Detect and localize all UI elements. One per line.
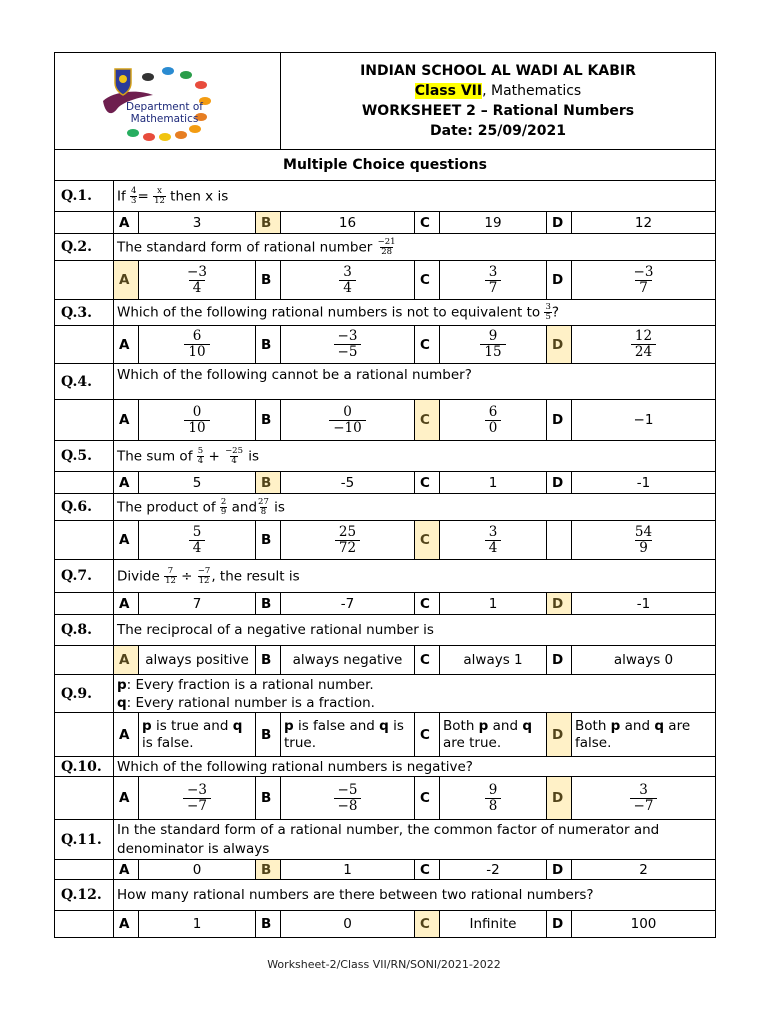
option-value: -5 bbox=[281, 472, 415, 494]
option-label: C bbox=[415, 777, 440, 820]
option-label: A bbox=[114, 777, 139, 820]
option-value: -1 bbox=[572, 593, 716, 615]
question-number: Q.9. bbox=[55, 675, 114, 713]
option-value: 2 bbox=[572, 860, 716, 880]
question-text: Which of the following rational numbers is negative? bbox=[114, 757, 716, 777]
logo-text: Department of Mathematics bbox=[126, 101, 203, 125]
option-value: 1 bbox=[281, 860, 415, 880]
question-number: Q.10. bbox=[55, 757, 114, 777]
option-label: B bbox=[256, 521, 281, 560]
option-value: p is true and q is false. bbox=[139, 713, 256, 757]
option-label: B bbox=[256, 911, 281, 938]
option-value: $\frac{6}{0}$ bbox=[440, 400, 547, 441]
option-label: B bbox=[256, 646, 281, 675]
question-number: Q.4. bbox=[55, 364, 114, 400]
worksheet-date: Date: 25/09/2021 bbox=[430, 123, 566, 139]
option-value: $\frac{5}{4}$ bbox=[139, 521, 256, 560]
option-value: Both p and q are false. bbox=[572, 713, 716, 757]
option-label: D bbox=[547, 911, 572, 938]
option-label-marked: D bbox=[547, 713, 572, 757]
option-label-marked: A bbox=[114, 261, 139, 300]
question-text: p: Every fraction is a rational number. q: Every rational number is a fraction. bbox=[114, 675, 716, 713]
option-value: 1 bbox=[440, 472, 547, 494]
option-value: always positive bbox=[139, 646, 256, 675]
option-value: $\frac{25}{72}$ bbox=[281, 521, 415, 560]
option-value: 1 bbox=[440, 593, 547, 615]
option-value: always 0 bbox=[572, 646, 716, 675]
school-name: INDIAN SCHOOL AL WADI AL KABIR bbox=[360, 63, 636, 79]
option-label-marked: C bbox=[415, 911, 440, 938]
option-value: -1 bbox=[572, 472, 716, 494]
option-value: $\frac{0}{-10}$ bbox=[281, 400, 415, 441]
option-label: A bbox=[114, 713, 139, 757]
question-text: Which of the following rational numbers is not to equivalent to $\frac{3}{5}$ ? bbox=[114, 300, 716, 326]
option-label: D bbox=[547, 646, 572, 675]
option-label: A bbox=[114, 400, 139, 441]
option-label: D bbox=[547, 212, 572, 234]
option-label: C bbox=[415, 646, 440, 675]
option-value: $\frac{3}{4}$ bbox=[281, 261, 415, 300]
option-value: $\frac{-3}{4}$ bbox=[139, 261, 256, 300]
question-number: Q.7. bbox=[55, 560, 114, 593]
option-value: 7 bbox=[139, 593, 256, 615]
option-value: 5 bbox=[139, 472, 256, 494]
option-value: $\frac{-5}{-8}$ bbox=[281, 777, 415, 820]
question-text: The product of $\frac{2}{9}$ and $\frac{27}{8}$ is bbox=[114, 494, 716, 521]
option-label: C bbox=[415, 593, 440, 615]
option-value: p is false and q is true. bbox=[281, 713, 415, 757]
option-value: always negative bbox=[281, 646, 415, 675]
option-value: $\frac{3}{-7}$ bbox=[572, 777, 716, 820]
question-text: In the standard form of a rational number, the common factor of numerator and denominator is always bbox=[114, 820, 716, 860]
option-label-marked: C bbox=[415, 400, 440, 441]
option-value: $\frac{9}{8}$ bbox=[440, 777, 547, 820]
question-number: Q.3. bbox=[55, 300, 114, 326]
question-number: Q.12. bbox=[55, 880, 114, 911]
option-value: $\frac{3}{4}$ bbox=[440, 521, 547, 560]
option-label: A bbox=[114, 860, 139, 880]
worksheet bbox=[54, 52, 715, 938]
option-label: D bbox=[547, 860, 572, 880]
option-value: $\frac{-3}{-7}$ bbox=[139, 777, 256, 820]
option-value: 16 bbox=[281, 212, 415, 234]
option-value: 0 bbox=[281, 911, 415, 938]
question-text: How many rational numbers are there between two rational numbers? bbox=[114, 880, 716, 911]
worksheet-table bbox=[54, 52, 716, 938]
question-text: The reciprocal of a negative rational number is bbox=[114, 615, 716, 646]
option-label: B bbox=[256, 326, 281, 364]
option-value: 1 bbox=[139, 911, 256, 938]
option-label: A bbox=[114, 911, 139, 938]
option-value: -2 bbox=[440, 860, 547, 880]
option-label: C bbox=[415, 261, 440, 300]
option-label-marked: B bbox=[256, 212, 281, 234]
option-label: D bbox=[547, 400, 572, 441]
option-label-marked: A bbox=[114, 646, 139, 675]
option-value: −1 bbox=[572, 400, 716, 441]
option-value: $\frac{6}{10}$ bbox=[139, 326, 256, 364]
question-number: Q.11. bbox=[55, 820, 114, 860]
option-value: Infinite bbox=[440, 911, 547, 938]
option-label: A bbox=[114, 521, 139, 560]
option-value: $\frac{-3}{-5}$ bbox=[281, 326, 415, 364]
option-label: B bbox=[256, 713, 281, 757]
question-number: Q.5. bbox=[55, 441, 114, 472]
option-label: A bbox=[114, 212, 139, 234]
question-text: The standard form of rational number $\frac{-21}{28}$ bbox=[114, 234, 716, 261]
page-footer: Worksheet-2/Class VII/RN/SONI/2021-2022 bbox=[267, 958, 501, 971]
question-text: The sum of $\frac{5}{4}$ + $\frac{-25}{4}$ is bbox=[114, 441, 716, 472]
question-text: Which of the following cannot be a rational number? bbox=[114, 364, 716, 400]
option-label-marked: D bbox=[547, 593, 572, 615]
option-value: 3 bbox=[139, 212, 256, 234]
question-number: Q.8. bbox=[55, 615, 114, 646]
option-label: C bbox=[415, 212, 440, 234]
option-value: $\frac{3}{7}$ bbox=[440, 261, 547, 300]
header-text-cell bbox=[281, 53, 716, 150]
option-value: 19 bbox=[440, 212, 547, 234]
option-label: B bbox=[256, 400, 281, 441]
question-text: If $\frac{4}{3}$ = $\frac{x}{12}$ then x is bbox=[114, 181, 716, 212]
option-value: $\frac{54}{9}$ bbox=[572, 521, 716, 560]
logo-cell bbox=[55, 53, 281, 150]
option-label-marked: B bbox=[256, 472, 281, 494]
option-label: C bbox=[415, 860, 440, 880]
option-label: A bbox=[114, 593, 139, 615]
option-value: $\frac{-3}{7}$ bbox=[572, 261, 716, 300]
option-label: D bbox=[547, 261, 572, 300]
option-label: B bbox=[256, 593, 281, 615]
option-label bbox=[547, 521, 572, 560]
option-value: -7 bbox=[281, 593, 415, 615]
option-label-marked: D bbox=[547, 777, 572, 820]
option-label-marked: C bbox=[415, 521, 440, 560]
question-number: Q.2. bbox=[55, 234, 114, 261]
option-label-marked: D bbox=[547, 326, 572, 364]
section-title: Multiple Choice questions bbox=[55, 150, 716, 181]
option-value: 100 bbox=[572, 911, 716, 938]
option-label: B bbox=[256, 777, 281, 820]
option-label: A bbox=[114, 472, 139, 494]
option-label: B bbox=[256, 261, 281, 300]
option-label: C bbox=[415, 472, 440, 494]
question-number: Q.6. bbox=[55, 494, 114, 521]
class-label: Class VII bbox=[414, 83, 483, 99]
option-value: 0 bbox=[139, 860, 256, 880]
option-label: C bbox=[415, 713, 440, 757]
option-value: 12 bbox=[572, 212, 716, 234]
option-value: always 1 bbox=[440, 646, 547, 675]
worksheet-title: WORKSHEET 2 – Rational Numbers bbox=[361, 103, 635, 119]
option-label: A bbox=[114, 326, 139, 364]
option-value: Both p and q are true. bbox=[440, 713, 547, 757]
option-label-marked: B bbox=[256, 860, 281, 880]
option-value: $\frac{9}{15}$ bbox=[440, 326, 547, 364]
option-label: C bbox=[415, 326, 440, 364]
department-logo bbox=[93, 61, 243, 141]
question-text: Divide $\frac{7}{12}$ ÷ $\frac{-7}{12}$ , the result is bbox=[114, 560, 716, 593]
option-value: $\frac{12}{24}$ bbox=[572, 326, 716, 364]
question-number: Q.1. bbox=[55, 181, 114, 212]
option-value: $\frac{0}{10}$ bbox=[139, 400, 256, 441]
class-subject: Class VII, Mathematics bbox=[414, 83, 582, 99]
option-label: D bbox=[547, 472, 572, 494]
